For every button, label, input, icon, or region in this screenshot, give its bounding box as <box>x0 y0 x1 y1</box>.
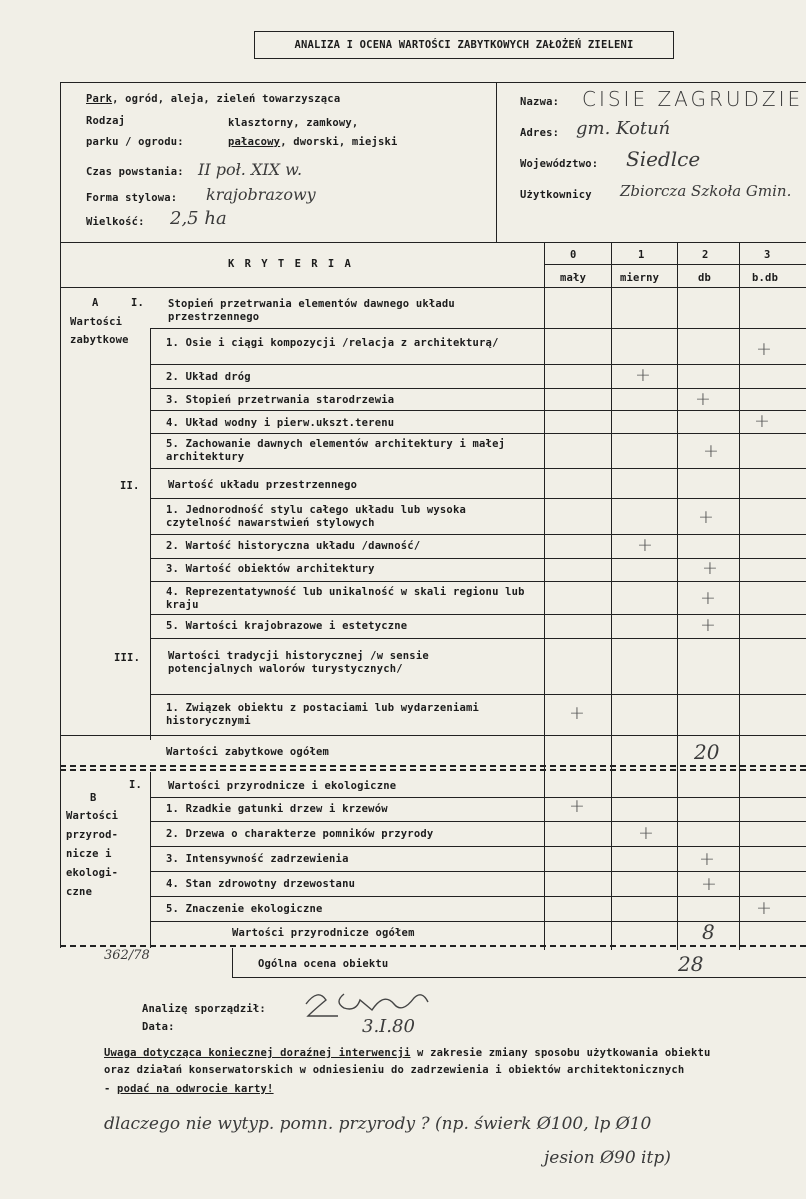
uwaga-line-3 <box>104 1083 274 1096</box>
section-separator-bottom <box>60 945 806 947</box>
kryteria-header: K R Y T E R I A <box>228 258 353 270</box>
section-b-roman: I. <box>129 779 143 791</box>
section-b-label-3: nicze i <box>66 848 112 860</box>
row-a6: 1. Jednorodność stylu całego układu lub wysoka czytelność nawarstwień stylowych <box>166 504 466 529</box>
nazwa-value: CISIE ZAGRUDZIE <box>582 87 804 111</box>
row-line <box>150 797 806 798</box>
row-line <box>150 694 806 695</box>
row-a5-mark: + <box>703 440 719 462</box>
row-a8: 3. Wartość obiektów architektury <box>166 563 375 575</box>
score-label-1: mierny <box>620 272 660 284</box>
section-separator <box>60 765 806 767</box>
overall-label: Ogólna ocena obiektu <box>258 958 389 970</box>
park-type-selected: Park <box>86 93 113 105</box>
group2-roman: II. <box>120 480 140 492</box>
section-b-label-5: czne <box>66 886 93 898</box>
overall-left-line <box>232 948 233 978</box>
section-b-label-1: Wartości <box>66 810 119 822</box>
reference-number: 362/78 <box>104 948 150 963</box>
nazwa-label: Nazwa: <box>520 96 560 108</box>
row-line <box>150 433 806 434</box>
park-type-line <box>86 93 340 106</box>
score-1: 1 <box>638 249 645 261</box>
total-a-value: 20 <box>694 740 720 764</box>
row-line <box>150 534 806 535</box>
row-line <box>150 846 806 847</box>
row-a10-mark: + <box>700 614 716 636</box>
score-3: 3 <box>764 249 771 261</box>
row-b1: 1. Rzadkie gatunki drzew i krzewów <box>166 803 388 815</box>
section-b-label-4: ekologi- <box>66 867 119 879</box>
outer-left-line <box>60 82 61 948</box>
czas-value: II poł. XIX w. <box>198 160 303 179</box>
uwaga-dash: - <box>104 1083 118 1095</box>
col-line-2 <box>677 242 678 950</box>
row-a6-mark: + <box>698 506 714 528</box>
row-a9: 4. Reprezentatywność lub unikalność w skali regionu lub kraju <box>166 586 525 611</box>
row-a9-mark: + <box>700 587 716 609</box>
row-line <box>150 871 806 872</box>
rodzaj-selected: pałacowy <box>228 136 281 148</box>
rodzaj-label-2: parku / ogrodu: <box>86 136 184 148</box>
park-type-rest: , ogród, aleja, zieleń towarzysząca <box>112 93 341 105</box>
rodzaj-options-1: klasztorny, zamkowy, <box>228 117 359 129</box>
row-b5: 5. Znaczenie ekologiczne <box>166 903 323 915</box>
score-2: 2 <box>702 249 709 261</box>
row-a7-mark: + <box>637 534 653 556</box>
row-a5: 5. Zachowanie dawnych elementów architektury i małej architektury <box>166 438 506 463</box>
uzytkownicy-value: Zbiorcza Szkoła Gmin. <box>620 182 792 200</box>
title-box <box>254 31 674 59</box>
rodzaj-options-2 <box>228 136 398 149</box>
row-a3: 3. Stopień przetrwania starodrzewia <box>166 394 395 406</box>
score-0: 0 <box>570 249 577 261</box>
total-b-value: 8 <box>702 920 715 944</box>
row-a2-mark: + <box>635 364 651 386</box>
uwaga-underlined: Uwaga dotycząca koniecznej doraźnej interwencji <box>104 1047 411 1059</box>
score-label-0: mały <box>560 272 587 284</box>
group1-title: Stopień przetrwania elementów dawnego układu przestrzennego <box>168 298 455 323</box>
forma-value: krajobrazowy <box>206 185 316 204</box>
header-top-line <box>60 82 806 83</box>
document-title: ANALIZA I OCENA WARTOŚCI ZABYTKOWYCH ZAŁOŻEŃ ZIELENI <box>294 38 634 51</box>
total-b-label: Wartości przyrodnicze ogółem <box>232 927 415 939</box>
row-a3-mark: + <box>695 388 711 410</box>
score-header-mid-line <box>544 264 806 265</box>
score-header-bottom-line <box>60 287 806 288</box>
section-a-roman: I. <box>131 297 145 309</box>
forma-label: Forma stylowa: <box>86 192 178 204</box>
analiza-label: Analizę sporządził: <box>142 1003 266 1015</box>
row-line <box>150 638 806 639</box>
group3-title: Wartości tradycji historycznej /w sensie potencjalnych walorów turystycznych/ <box>168 650 429 675</box>
row-b3: 3. Intensywność zadrzewienia <box>166 853 349 865</box>
section-separator <box>60 769 806 771</box>
wielkosc-label: Wielkość: <box>86 216 145 228</box>
adres-value: gm. Kotuń <box>576 118 671 139</box>
uzytkownicy-label: Użytkownicy <box>520 189 592 201</box>
row-a10: 5. Wartości krajobrazowe i estetyczne <box>166 620 408 632</box>
total-a-label: Wartości zabytkowe ogółem <box>166 746 330 758</box>
table-top-line <box>60 242 806 243</box>
score-label-2: db <box>698 272 712 284</box>
wielkosc-value: 2,5 ha <box>170 208 227 229</box>
col-line-1 <box>611 242 612 950</box>
date-value: 3.I.80 <box>362 1016 415 1037</box>
row-a1: 1. Osie i ciągi kompozycji /relacja z architekturą/ <box>166 337 499 349</box>
col-line-3 <box>739 242 740 950</box>
group3-roman: III. <box>114 652 141 664</box>
row-line <box>150 364 806 365</box>
row-line <box>150 896 806 897</box>
row-line <box>150 821 806 822</box>
uwaga-rest: w zakresie zmiany sposobu użytkowania obiektu <box>410 1047 711 1059</box>
wojewodztwo-value: Siedlce <box>626 147 701 171</box>
wojewodztwo-label: Województwo: <box>520 158 599 170</box>
handwritten-note-1: dlaczego nie wytyp. pomn. przyrody ? (np. świerk Ø100, lp Ø10 <box>104 1114 652 1134</box>
row-b4-mark: + <box>701 873 717 895</box>
uwaga-line-2: oraz działań konserwatorskich w odniesieniu do zadrzewienia i obiektów architektonicznych <box>104 1064 685 1076</box>
score-label-3: b.db <box>752 272 779 284</box>
row-a11: 1. Związek obiektu z postaciami lub wydarzeniami historycznymi <box>166 702 480 727</box>
row-a4: 4. Układ wodny i pierw.ukszt.terenu <box>166 417 395 429</box>
czas-label: Czas powstania: <box>86 166 184 178</box>
row-b2: 2. Drzewa o charakterze pomników przyrody <box>166 828 434 840</box>
row-line <box>150 328 806 329</box>
col-line-0 <box>544 242 545 950</box>
header-divider <box>496 82 497 242</box>
row-a2: 2. Układ dróg <box>166 371 251 383</box>
row-a4-mark: + <box>754 410 770 432</box>
row-a1-mark: + <box>756 338 772 360</box>
handwritten-note-2: jesion Ø90 itp) <box>544 1148 671 1168</box>
rodzaj-label-1: Rodzaj <box>86 115 126 127</box>
row-line <box>150 581 806 582</box>
section-a-label-2: zabytkowe <box>70 334 129 346</box>
row-a8-mark: + <box>702 557 718 579</box>
row-a7: 2. Wartość historyczna układu /dawność/ <box>166 540 421 552</box>
rodzaj-rest: , dworski, miejski <box>280 136 398 148</box>
uwaga-instruction: podać na odwrocie karty! <box>117 1083 274 1095</box>
row-b1-mark: + <box>569 795 585 817</box>
data-label: Data: <box>142 1021 175 1033</box>
section-b-group-title: Wartości przyrodnicze i ekologiczne <box>168 780 397 792</box>
row-line <box>150 468 806 469</box>
row-line <box>150 498 806 499</box>
row-b2-mark: + <box>638 822 654 844</box>
section-a-label-1: Wartości <box>70 316 123 328</box>
uwaga-line-1 <box>104 1047 711 1060</box>
row-line <box>60 735 806 736</box>
row-b5-mark: + <box>756 897 772 919</box>
section-b-letter: B <box>90 792 97 804</box>
adres-label: Adres: <box>520 127 560 139</box>
row-line <box>150 410 806 411</box>
overall-bottom-line <box>232 977 806 978</box>
overall-value: 28 <box>678 952 704 976</box>
row-a11-mark: + <box>569 702 585 724</box>
section-b-label-2: przyrod- <box>66 829 119 841</box>
row-b4: 4. Stan zdrowotny drzewostanu <box>166 878 356 890</box>
section-a-letter: A <box>92 297 99 309</box>
row-b3-mark: + <box>699 848 715 870</box>
group2-title: Wartość układu przestrzennego <box>168 479 358 491</box>
